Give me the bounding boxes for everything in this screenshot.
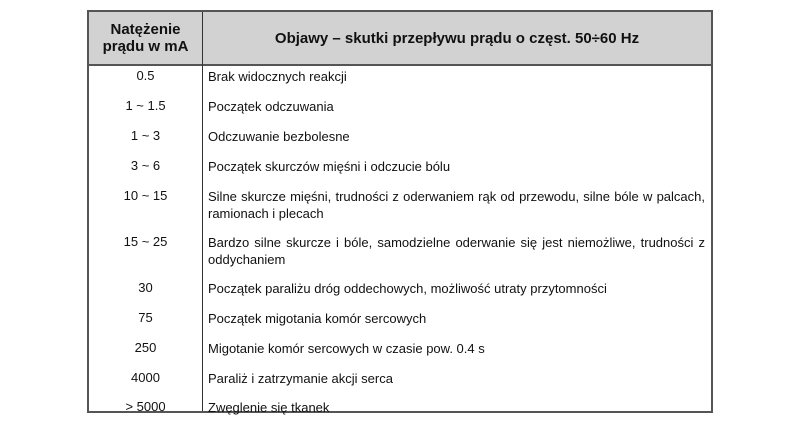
- current-value: 75: [138, 310, 153, 325]
- effect-description: Migotanie komór sercowych w czasie pow. 0.4 s: [208, 341, 485, 356]
- current-value: 250: [134, 340, 157, 355]
- current-value: 0.5: [136, 68, 155, 83]
- effect-description: Zwęglenie się tkanek: [208, 400, 330, 415]
- effect-description: Brak widocznych reakcji: [208, 69, 347, 84]
- effect-description: Bardzo silne skurcze i bóle, samodzielne oderwanie się jest niemożliwe, trudności z oddychaniem: [208, 235, 705, 267]
- current-value: 10 ~ 15: [123, 188, 168, 203]
- current-value: > 5000: [125, 399, 166, 414]
- effect-description: Początek odczuwania: [208, 99, 334, 114]
- current-value: 30: [138, 280, 153, 295]
- effect-description: Odczuwanie bezbolesne: [208, 129, 350, 144]
- current-value: 1 ~ 3: [130, 128, 161, 143]
- column-divider: [202, 12, 203, 411]
- current-value: 3 ~ 6: [130, 158, 161, 173]
- header-current-line2: prądu w mA: [102, 38, 189, 55]
- current-value: 15 ~ 25: [123, 234, 168, 249]
- header-current-line1: Natężenie: [110, 21, 181, 38]
- current-value: 4000: [131, 370, 160, 385]
- effect-description: Początek migotania komór sercowych: [208, 311, 427, 326]
- effect-description: Początek skurczów mięśni i odczucie bólu: [208, 159, 451, 174]
- effect-description: Paraliż i zatrzymanie akcji serca: [208, 371, 393, 386]
- effect-description: Silne skurcze mięśni, trudności z oderwaniem rąk od przewodu, silne bóle w palcach, ramionach i plecach: [208, 189, 705, 221]
- header-current: [89, 12, 202, 64]
- table-header: [89, 12, 711, 66]
- current-value: 1 ~ 1.5: [125, 98, 166, 113]
- electric-current-effects-table: [87, 10, 713, 413]
- header-effects: Objawy – skutki przepływu prądu o częst. 50÷60 Hz: [274, 29, 640, 47]
- effect-description: Początek paraliżu dróg oddechowych, możliwość utraty przytomności: [208, 281, 607, 296]
